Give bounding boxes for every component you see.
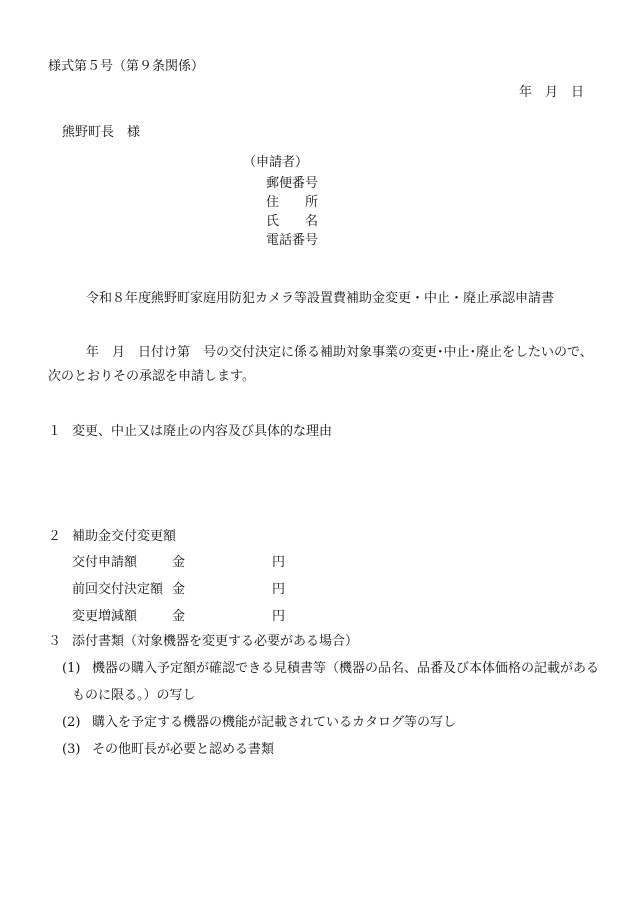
section-2-title: 補助金交付変更額	[72, 529, 177, 544]
form-number: 様式第５号（第９条関係）	[48, 59, 205, 74]
kin-mark: 金	[172, 609, 186, 624]
section-1-number: １	[48, 424, 62, 439]
phone-label: 電話番号	[266, 233, 319, 248]
amount-row-label: 前回交付決定額	[72, 582, 164, 597]
section-1-title: 変更、中止又は廃止の内容及び具体的な理由	[72, 424, 333, 439]
kin-mark: 金	[172, 582, 186, 597]
applicant-heading: （申請者）	[243, 155, 309, 170]
amount-row-applied	[72, 556, 285, 569]
amount-row-label: 変更増減額	[72, 609, 138, 624]
attachment-1-number: (1)	[62, 661, 81, 676]
attachment-3-text: その他町長が必要と認める書類	[92, 742, 275, 757]
section-2-number: ２	[48, 529, 62, 544]
attachment-1-continuation: ものに限る。）の写し	[72, 688, 196, 703]
postal-code-label: 郵便番号	[266, 176, 319, 191]
attachment-2-number: (2)	[62, 715, 81, 730]
document-title: 令和８年度熊野町家庭用防犯カメラ等設置費補助金変更・中止・廃止承認申請書	[86, 291, 555, 306]
section-3-number: ３	[48, 634, 62, 649]
amount-row-label: 交付申請額	[72, 555, 138, 570]
kin-mark: 金	[172, 555, 186, 570]
amount-row-change	[72, 610, 285, 623]
addressee: 熊野町長 様	[62, 125, 141, 140]
yen-mark: 円	[272, 609, 286, 624]
body-line-2: 次のとおりその承認を申請します。	[48, 369, 255, 384]
section-3-title: 添付書類（対象機器を変更する必要がある場合）	[72, 634, 359, 649]
name-label: 氏 名	[266, 214, 319, 229]
date-line: 年 月 日	[518, 85, 584, 100]
yen-mark: 円	[272, 582, 286, 597]
attachment-2-text: 購入を予定する機器の機能が記載されているカタログ等の写し	[92, 715, 457, 730]
address-label: 住 所	[266, 195, 319, 210]
attachment-1-text: 機器の購入予定額が確認できる見積書等（機器の品名、品番及び本体価格の記載がある	[92, 661, 600, 676]
yen-mark: 円	[272, 555, 286, 570]
body-line-1: 年 月 日付け第 号の交付決定に係る補助対象事業の変更･中止･廃止をしたいので、	[86, 345, 593, 360]
attachment-3-number: (3)	[62, 742, 81, 757]
amount-row-previous	[72, 583, 285, 596]
